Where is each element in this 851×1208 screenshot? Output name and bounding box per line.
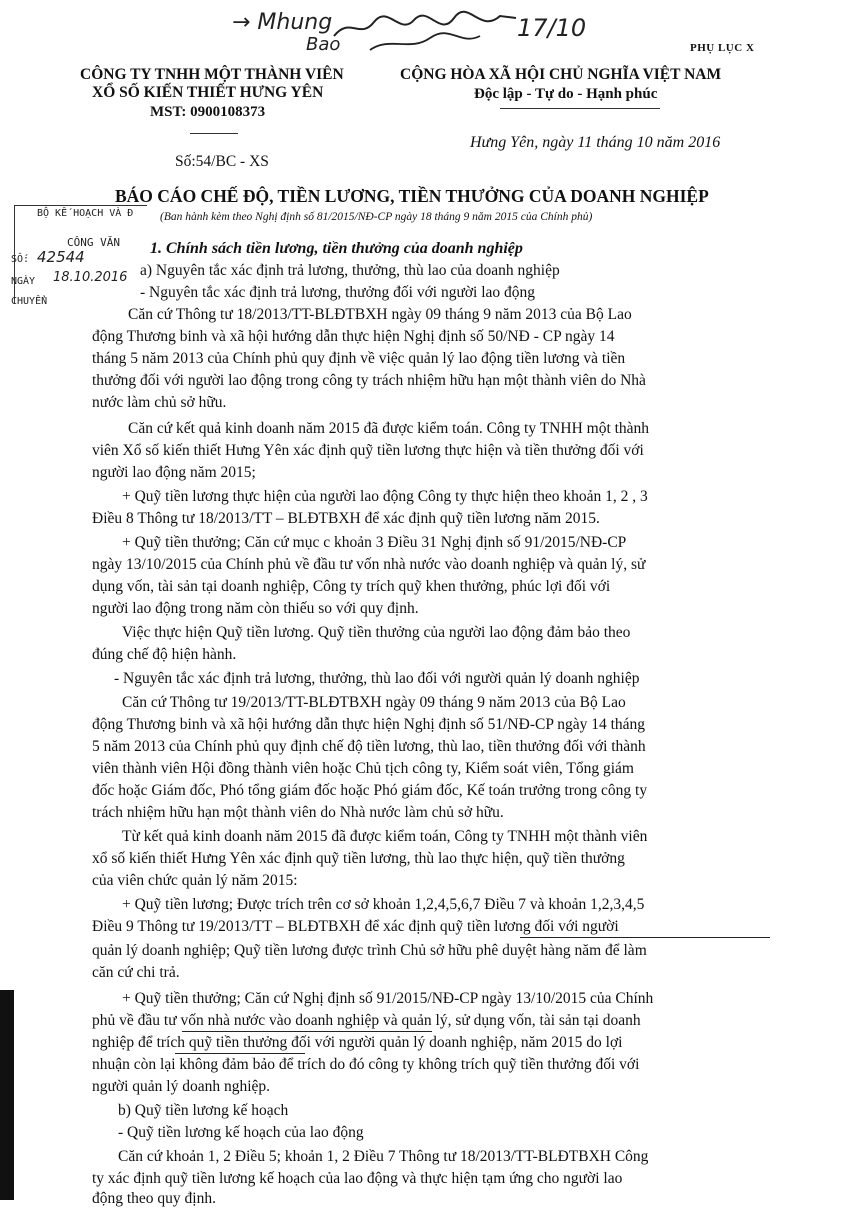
body-line: phủ về đầu tư vốn nhà nước vào doanh nghiệp và quản lý, sử dụng vốn, tài sản tại doanh [92,1012,641,1029]
handwritten-underline [520,937,770,938]
body-line: nhuận còn lại không đảm bảo để trích do đó công ty không trích quỹ tiền thưởng đối với [92,1056,640,1073]
stamp-so-value: 42544 [37,248,85,266]
body-line: tháng 5 năm 2013 của Chính phủ quy định về việc quản lý lao động tiền lương và tiền [92,350,626,367]
body-line: động Thương binh và xã hội hướng dẫn thực hiện Nghị định số 51/NĐ-CP ngày 14 tháng [92,716,646,733]
body-line: Căn cứ Thông tư 19/2013/TT-BLĐTBXH ngày 09 tháng 9 năm 2013 của Bộ Lao [122,694,626,711]
tax-code: MST: 0900108373 [150,104,266,120]
body-line: nghiệp để trích quỹ tiền thưởng đối với người quản lý doanh nghiệp, năm 2015 do lợi [92,1034,623,1051]
body-line: ngày 13/10/2015 của Chính phủ về đầu tư vốn nhà nước vào doanh nghiệp và quản lý, sử [92,556,646,573]
body-line: viên Xổ số kiến thiết Hưng Yên xác định quỹ tiền lương thực hiện và tiền thưởng đối với [92,442,644,459]
body-line: căn cứ chi trả. [92,964,180,981]
body-line: Căn cứ kết quả kinh doanh năm 2015 đã được kiểm toán. Công ty TNHH một thành [128,420,650,437]
report-title: BÁO CÁO CHẾ ĐỘ, TIỀN LƯƠNG, TIỀN THƯỞNG CỦA DOANH NGHIỆP [115,186,709,206]
handwritten-note-bao: Bao [306,34,341,55]
header-divider-right [500,108,660,109]
body-line: Điều 8 Thông tư 18/2013/TT – BLĐTBXH để xác định quỹ tiền lương năm 2015. [92,510,600,527]
stamp-ngay-label: NGÀY [11,276,36,287]
body-line: người lao động trong năm còn thiếu so với quy định. [92,600,419,617]
body-line: b) Quỹ tiền lương kế hoạch [118,1102,289,1119]
stamp-so-label: SỐ: [11,254,30,265]
handwritten-date-note: 17/10 [517,14,587,42]
body-line: 5 năm 2013 của Chính phủ quy định chế độ tiền lương, thù lao, tiền thưởng đối với thành [92,738,646,755]
body-line: thưởng đối với người lao động trong công ty trách nhiệm hữu hạn một thành viên do Nhà [92,372,646,389]
appendix-label: PHỤ LỤC X [690,42,755,54]
body-line: xổ số kiến thiết Hưng Yên xác định quỹ tiền lương, thù lao thực hiện, quỹ tiền thưởng [92,850,625,867]
body-line: - Quỹ tiền lương kế hoạch của lao động [118,1124,364,1141]
stamp-ngay-value: 18.10.2016 [53,270,128,285]
body-line: - Nguyên tắc xác định trả lương, thưởng đối với người lao động [140,284,536,301]
body-line: dụng vốn, tài sản tại doanh nghiệp, Công ty trích quỹ khen thưởng, phúc lợi đối với [92,578,611,595]
body-line: đúng chế độ hiện hành. [92,646,237,663]
body-line: viên thành viên Hội đồng thành viên hoặc Chủ tịch công ty, Kiểm soát viên, Tổng giám [92,760,634,777]
date-line: Hưng Yên, ngày 11 tháng 10 năm 2016 [470,134,721,151]
handwritten-scribble [330,6,520,54]
company-name-line2: XỔ SỐ KIẾN THIẾT HƯNG YÊN [92,84,324,101]
body-line: Căn cứ Thông tư 18/2013/TT-BLĐTBXH ngày 09 tháng 9 năm 2013 của Bộ Lao [128,306,632,323]
stamp-chuyen-label: CHUYỂN [11,296,48,307]
body-line: động Thương binh và xã hội hướng dẫn thực hiện Nghị định số 50/NĐ - CP ngày 14 [92,328,615,345]
body-line: - Nguyên tắc xác định trả lương, thưởng, thù lao đối với người quản lý doanh nghiệp [114,670,640,687]
body-line: đốc hoặc Giám đốc, Phó tổng giám đốc hoặc Phó giám đốc, Kế toán trưởng trong công ty [92,782,648,799]
body-line: động theo quy định. [92,1190,216,1207]
handwritten-note-top: → Mhung [232,10,333,35]
header-divider-left [190,133,238,134]
body-line: + Quỹ tiền lương; Được trích trên cơ sở khoản 1,2,4,5,6,7 Điều 7 và khoản 1,2,3,4,5 [122,896,645,913]
body-line: a) Nguyên tắc xác định trả lương, thưởng, thù lao của doanh nghiệp [140,262,560,279]
body-line: nước làm chủ sở hữu. [92,394,227,411]
body-line: + Quỹ tiền thưởng; Căn cứ mục c khoản 3 Điều 31 Nghị định số 91/2015/NĐ-CP [122,534,627,551]
body-line: Điều 9 Thông tư 19/2013/TT – BLĐTBXH để xác định quỹ tiền lương đối với người [92,918,619,935]
incoming-stamp [11,205,147,307]
body-line: Việc thực hiện Quỹ tiền lương. Quỹ tiền thưởng của người lao động đảm bảo theo [122,624,631,641]
handwritten-underline [175,1053,305,1054]
scan-edge-shadow [0,990,14,1200]
handwritten-underline [182,1031,432,1032]
body-line: + Quỹ tiền lương thực hiện của người lao động Công ty thực hiện theo khoản 1, 2 , 3 [122,488,648,505]
body-line: người quản lý doanh nghiệp. [92,1078,271,1095]
body-line: trách nhiệm hữu hạn một thành viên do Nhà nước làm chủ sở hữu. [92,804,504,821]
body-line: Từ kết quả kinh doanh năm 2015 đã được kiểm toán, Công ty TNHH một thành viên [122,828,648,845]
body-line: quản lý doanh nghiệp; Quỹ tiền lương được trình Chủ sở hữu phê duyệt hàng năm để làm [92,942,647,959]
body-line: Căn cứ khoản 1, 2 Điều 5; khoản 1, 2 Điều 7 Thông tư 18/2013/TT-BLĐTBXH Công [118,1148,649,1165]
section-heading: 1. Chính sách tiền lương, tiền thưởng của doanh nghiệp [150,240,523,257]
body-line: của viên chức quản lý năm 2015: [92,872,298,889]
company-name-line1: CÔNG TY TNHH MỘT THÀNH VIÊN [80,66,344,83]
stamp-title: CÔNG VĂN [67,236,120,249]
report-subtitle: (Ban hành kèm theo Nghị định số 81/2015/NĐ-CP ngày 18 tháng 9 năm 2015 của Chính phủ) [160,211,593,223]
country-name: CỘNG HÒA XÃ HỘI CHỦ NGHĨA VIỆT NAM [400,66,722,83]
body-line: ty xác định quỹ tiền lương kế hoạch của lao động và thực hiện tạm ứng cho người lao [92,1170,623,1187]
body-line: + Quỹ tiền thưởng; Căn cứ Nghị định số 91/2015/NĐ-CP ngày 13/10/2015 của Chính [122,990,654,1007]
national-motto: Độc lập - Tự do - Hạnh phúc [474,86,658,102]
document-number: Số:54/BC - XS [175,153,269,170]
stamp-agency: BỘ KẾ HOẠCH VÀ Đ [37,208,134,219]
body-line: người lao động năm 2015; [92,464,256,481]
